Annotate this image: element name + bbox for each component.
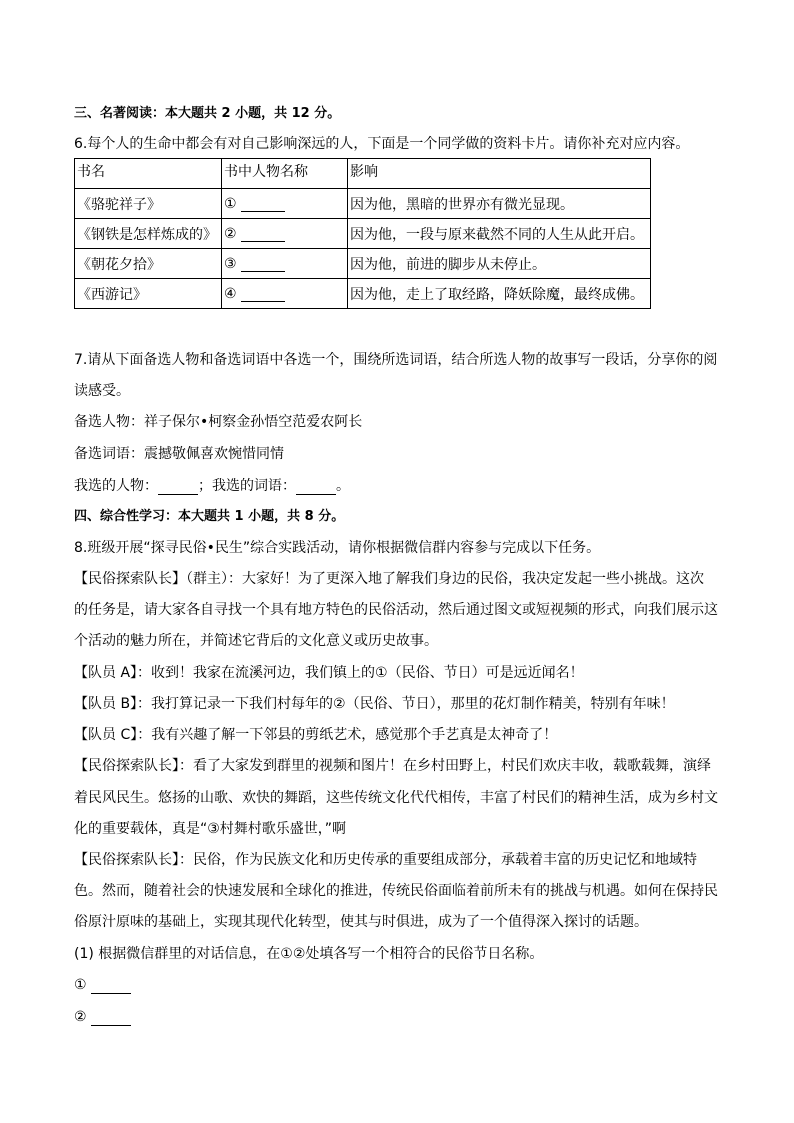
word-label: ；我选的词语： bbox=[198, 478, 296, 494]
table-row bbox=[75, 279, 651, 309]
effect-cell: 因为他，黑暗的世界亦有微光显现。 bbox=[348, 189, 651, 219]
answer-blank-cell bbox=[222, 189, 348, 219]
header-book: 书名 bbox=[75, 159, 222, 189]
candidate-words: 备选词语：震撼敬佩喜欢惋惜同情 bbox=[74, 446, 284, 462]
blank-marker: ② bbox=[224, 225, 237, 242]
blank-2-line bbox=[74, 1008, 131, 1026]
word-blank[interactable] bbox=[296, 494, 336, 495]
effect-cell: 因为他，走上了取经路，降妖除魔，最终成佛。 bbox=[348, 279, 651, 309]
header-effect: 影响 bbox=[348, 159, 651, 189]
festival-blank-1[interactable] bbox=[91, 993, 131, 994]
answer-blank-cell bbox=[222, 219, 348, 249]
book-cell: 《西游记》 bbox=[75, 279, 222, 309]
blank-marker: ① bbox=[224, 195, 237, 212]
answer-blank-cell bbox=[222, 249, 348, 279]
festival-blank-2[interactable] bbox=[91, 1025, 131, 1026]
dialog-line: 【队员 A】：收到！我家在流溪河边，我们镇上的①（民俗、节日）可是远近闻名！ bbox=[74, 665, 584, 681]
header-character: 书中人物名称 bbox=[222, 159, 348, 189]
answer-line bbox=[74, 477, 350, 495]
dialog-line: 【队员 C】：我有兴趣了解一下邻县的剪纸艺术，感觉那个手艺真是太神奇了！ bbox=[74, 727, 558, 743]
answer-end: 。 bbox=[336, 478, 350, 494]
answer-blank-cell bbox=[222, 279, 348, 309]
blank-1-line bbox=[74, 976, 131, 994]
blank-marker: ④ bbox=[224, 285, 237, 302]
dialog-line: 【民俗探索队长】（群主）：大家好！为了更深入地了解我们身边的民俗，我决定发起一些小挑战。这次 bbox=[74, 571, 704, 587]
effect-cell: 因为他，前进的脚步从未停止。 bbox=[348, 249, 651, 279]
question-7-stem-line-2: 读感受。 bbox=[74, 383, 130, 399]
person-blank[interactable] bbox=[158, 494, 198, 495]
answer-blank[interactable] bbox=[241, 241, 285, 242]
blank-2-marker: ② bbox=[74, 1009, 87, 1025]
dialog-line: 的任务是，请大家各自寻找一个具有地方特色的民俗活动，然后通过图文或短视频的形式，向我们展示这 bbox=[74, 602, 718, 618]
sub-question-1: (1) 根据微信群里的对话信息，在①②处填各写一个相符合的民俗节日名称。 bbox=[74, 946, 544, 962]
book-cell: 《朝花夕拾》 bbox=[75, 249, 222, 279]
dialog-line: 着民风民生。悠扬的山歌、欢快的舞蹈，这些传统文化代代相传，丰富了村民们的精神生活，成为乡村文 bbox=[74, 790, 718, 806]
dialog-line: 俗原汁原味的基础上，实现其现代化转型，使其与时俱进，成为了一个值得深入探讨的话题。 bbox=[74, 914, 648, 930]
answer-blank[interactable] bbox=[241, 301, 285, 302]
dialog-line: 【民俗探索队长】：民俗，作为民族文化和历史传承的重要组成部分，承载着丰富的历史记忆和地域特 bbox=[74, 852, 697, 868]
question-8-stem: 8.班级开展“探寻民俗•民生”综合实践活动，请你根据微信群内容参与完成以下任务。 bbox=[74, 540, 601, 556]
candidate-people: 备选人物：祥子保尔•柯察金孙悟空范爱农阿长 bbox=[74, 414, 363, 430]
section-4-heading: 四、综合性学习：本大题共 1 小题，共 8 分。 bbox=[74, 509, 345, 524]
person-label: 我选的人物： bbox=[74, 478, 158, 494]
question-7-stem-line-1: 7.请从下面备选人物和备选词语中各选一个，围绕所选词语，结合所选人物的故事写一段话，分享你的阅 bbox=[74, 352, 718, 368]
blank-marker: ③ bbox=[224, 255, 237, 272]
dialog-line: 化的重要载体，真是“③村舞村歌乐盛世，”啊 bbox=[74, 821, 347, 837]
section-3-heading: 三、名著阅读：本大题共 2 小题，共 12 分。 bbox=[74, 106, 341, 121]
dialog-line: 个活动的魅力所在，并简述它背后的文化意义或历史故事。 bbox=[74, 633, 438, 649]
question-6-stem: 6.每个人的生命中都会有对自己影响深远的人，下面是一个同学做的资料卡片。请你补充对应内容。 bbox=[74, 136, 690, 152]
effect-cell: 因为他，一段与原来截然不同的人生从此开启。 bbox=[348, 219, 651, 249]
table-row bbox=[75, 189, 651, 219]
dialog-line: 【队员 B】：我打算记录一下我们村每年的②（民俗、节日），那里的花灯制作精美，特别有年味！ bbox=[74, 696, 675, 712]
dialog-line: 【民俗探索队长】：看了大家发到群里的视频和图片！在乡村田野上，村民们欢庆丰收，载歌载舞，演绎 bbox=[74, 758, 711, 774]
blank-1-marker: ① bbox=[74, 977, 87, 993]
table-row bbox=[75, 219, 651, 249]
book-cell: 《钢铁是怎样炼成的》 bbox=[75, 219, 222, 249]
table-header-row bbox=[75, 159, 651, 189]
answer-blank[interactable] bbox=[241, 271, 285, 272]
table-row bbox=[75, 249, 651, 279]
dialog-line: 色。然而，随着社会的快速发展和全球化的推进，传统民俗面临着前所未有的挑战与机遇。如何在保持民 bbox=[74, 883, 718, 899]
info-card-table bbox=[74, 158, 651, 309]
book-cell: 《骆驼祥子》 bbox=[75, 189, 222, 219]
answer-blank[interactable] bbox=[241, 211, 285, 212]
